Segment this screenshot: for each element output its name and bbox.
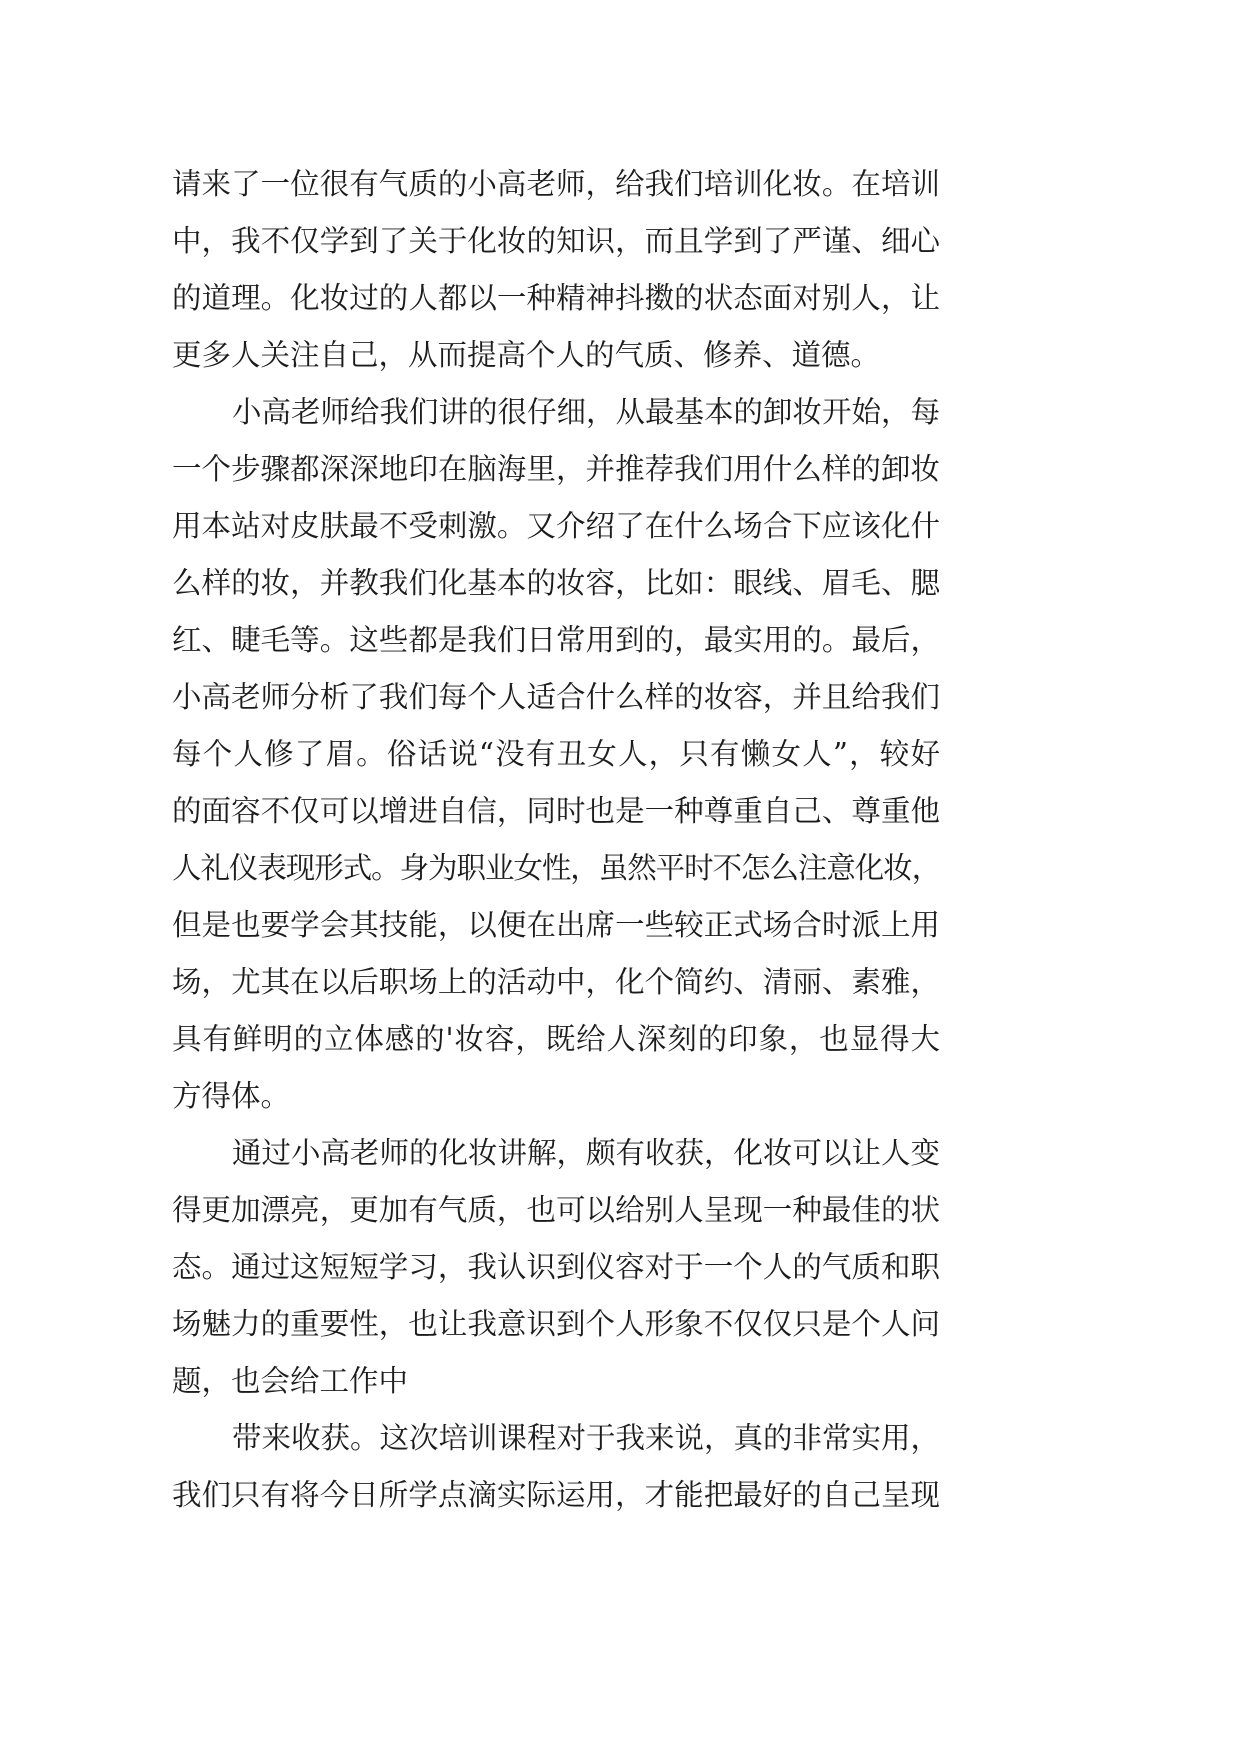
text-line: 中，我不仅学到了关于化妆的知识，而且学到了严谨、细心 xyxy=(172,224,940,258)
paragraph xyxy=(172,156,940,384)
text-line: 方得体。 xyxy=(172,1079,291,1113)
text-line: 请来了一位很有气质的小高老师，给我们培训化妆。在培训 xyxy=(172,167,940,201)
text-line: 带来收获。这次培训课程对于我来说，真的非常实用， xyxy=(232,1421,941,1455)
text-line: 场魅力的重要性，也让我意识到个人形象不仅仅只是个人问 xyxy=(172,1307,940,1341)
text-line: 题，也会给工作中 xyxy=(172,1364,409,1398)
text-line: 么样的妆，并教我们化基本的妆容，比如：眼线、眉毛、腮 xyxy=(172,566,940,600)
text-line: 我们只有将今日所学点滴实际运用，才能把最好的自己呈现 xyxy=(172,1478,940,1512)
text-line: 场，尤其在以后职场上的活动中，化个简约、清丽、素雅， xyxy=(172,965,940,999)
body-text xyxy=(172,156,940,1524)
text-line: 红、睫毛等。这些都是我们日常用到的，最实用的。最后， xyxy=(172,623,940,657)
text-line: 一个步骤都深深地印在脑海里，并推荐我们用什么样的卸妆 xyxy=(172,452,940,486)
paragraph xyxy=(172,1410,940,1524)
text-line: 具有鲜明的立体感的'妆容，既给人深刻的印象，也显得大 xyxy=(172,1022,940,1056)
text-line: 小高老师分析了我们每个人适合什么样的妆容，并且给我们 xyxy=(172,680,940,714)
paragraph xyxy=(172,1125,940,1410)
text-line: 的面容不仅可以增进自信，同时也是一种尊重自己、尊重他 xyxy=(172,794,940,828)
text-line: 态。通过这短短学习，我认识到仪容对于一个人的气质和职 xyxy=(172,1250,940,1284)
text-line: 每个人修了眉。俗话说“没有丑女人，只有懒女人”，较好 xyxy=(172,737,940,771)
text-line: 小高老师给我们讲的很仔细，从最基本的卸妆开始，每 xyxy=(232,395,941,429)
text-line: 的道理。化妆过的人都以一种精神抖擞的状态面对别人，让 xyxy=(172,281,940,315)
text-line: 通过小高老师的化妆讲解，颇有收获，化妆可以让人变 xyxy=(232,1136,941,1170)
text-line: 人礼仪表现形式。身为职业女性，虽然平时不怎么注意化妆， xyxy=(172,851,940,885)
text-line: 但是也要学会其技能，以便在出席一些较正式场合时派上用 xyxy=(172,908,940,942)
text-line: 更多人关注自己，从而提高个人的气质、修养、道德。 xyxy=(172,338,881,372)
paragraph xyxy=(172,384,940,1125)
text-line: 得更加漂亮，更加有气质，也可以给别人呈现一种最佳的状 xyxy=(172,1193,940,1227)
text-line: 用本站对皮肤最不受刺激。又介绍了在什么场合下应该化什 xyxy=(172,509,940,543)
